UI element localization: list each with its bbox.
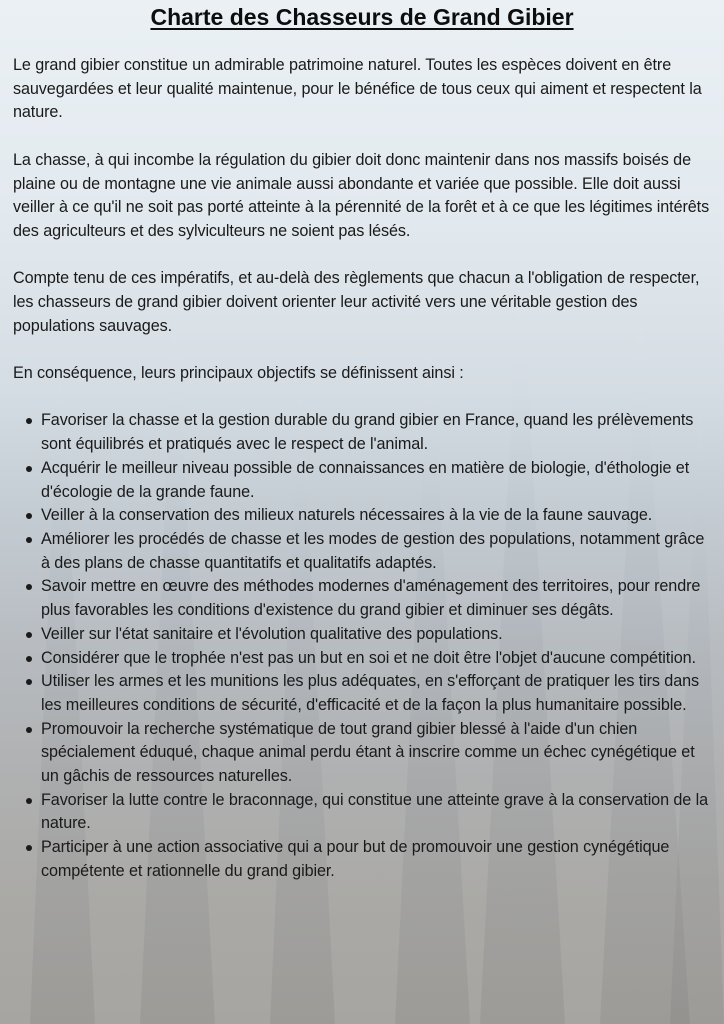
objective-item <box>41 575 711 622</box>
objective-text: Participer à une action associative qui a pour but de promouvoir une gestion cynégétique compétente et rationnelle du grand gibier. <box>41 838 670 880</box>
intro-paragraph: Le grand gibier constitue un admirable patrimoine naturel. Toutes les espèces doivent en être sauvegardées et leur qualité maintenue, pour le bénéfice de tous ceux qui aiment et respectent la nature. <box>13 56 702 122</box>
bullet-icon <box>26 632 32 638</box>
objective-text: Veiller sur l'état sanitaire et l'évolution qualitative des populations. <box>41 624 503 643</box>
objective-text: Acquérir le meilleur niveau possible de connaissances en matière de biologie, d'éthologie et d'écologie de la grande faune. <box>41 458 690 501</box>
bullet-icon <box>26 727 32 733</box>
objective-text: Utiliser les armes et les munitions les plus adéquates, en s'efforçant de pratiquer les tirs dans les meilleures conditions de sécurité, d'efficacité et de la façon la plus humanitaire possible. <box>41 672 700 714</box>
objective-item <box>41 718 711 789</box>
objectives-intro-paragraph: En conséquence, leurs principaux objectifs se définissent ainsi : <box>13 364 464 383</box>
bullet-icon <box>26 845 32 851</box>
objective-text: Veiller à la conservation des milieux naturels nécessaires à la vie de la faune sauvage. <box>41 506 653 525</box>
objective-item <box>41 836 711 883</box>
objective-item <box>41 409 711 456</box>
management-paragraph: Compte tenu de ces impératifs, et au-delà des règlements que chacun a l'obligation de respecter, les chasseurs de grand gibier doivent orienter leur activité vers une véritable gestion des populations sauvages. <box>13 269 700 335</box>
objectives-list <box>13 409 711 883</box>
objective-item <box>41 647 711 671</box>
hunting-role-paragraph: La chasse, à qui incombe la régulation du gibier doit donc maintenir dans nos massifs boisés de plaine ou de montagne une vie animale aussi abondante et variée que possible. Elle doit aussi veiller à ce qu'il ne soit pas porté atteinte à la pérennité de la forêt et à ce que les légitimes intérêts des agriculteurs et des sylviculteurs ne soient pas lésés. <box>13 150 710 240</box>
bullet-icon <box>26 418 32 424</box>
bullet-icon <box>26 584 32 590</box>
bullet-icon <box>26 466 32 472</box>
document-title: Charte des Chasseurs de Grand Gibier <box>150 4 574 30</box>
bullet-icon <box>26 656 32 662</box>
objective-item <box>41 504 711 528</box>
objective-text: Améliorer les procédés de chasse et les modes de gestion des populations, notamment grâce à des plans de chasse quantitatifs et qualitatifs adaptés. <box>41 530 705 572</box>
bullet-icon <box>26 537 32 543</box>
objective-text: Promouvoir la recherche systématique de tout grand gibier blessé à l'aide d'un chien spécialement éduqué, chaque animal perdu étant à inscrire comme un échec cynégétique et un gâchis de ressources naturelles. <box>41 719 695 786</box>
objective-text: Savoir mettre en œuvre des méthodes modernes d'aménagement des territoires, pour rendre plus favorables les conditions d'existence du grand gibier et diminuer ses dégâts. <box>41 577 701 620</box>
objective-text: Favoriser la lutte contre le braconnage, qui constitue une atteinte grave à la conservation de la nature. <box>41 790 708 833</box>
bullet-icon <box>26 679 32 685</box>
objective-item <box>41 457 711 504</box>
objective-text: Considérer que le trophée n'est pas un but en soi et ne doit être l'objet d'aucune compétition. <box>41 648 696 667</box>
bullet-icon <box>26 798 32 804</box>
objective-item <box>41 528 711 575</box>
objective-item <box>41 623 711 647</box>
objective-item <box>41 670 711 717</box>
bullet-icon <box>26 513 32 519</box>
objective-text: Favoriser la chasse et la gestion durable du grand gibier en France, quand les prélèvements sont équilibrés et pratiqués avec le respect de l'animal. <box>41 411 694 454</box>
objective-item <box>41 789 711 836</box>
